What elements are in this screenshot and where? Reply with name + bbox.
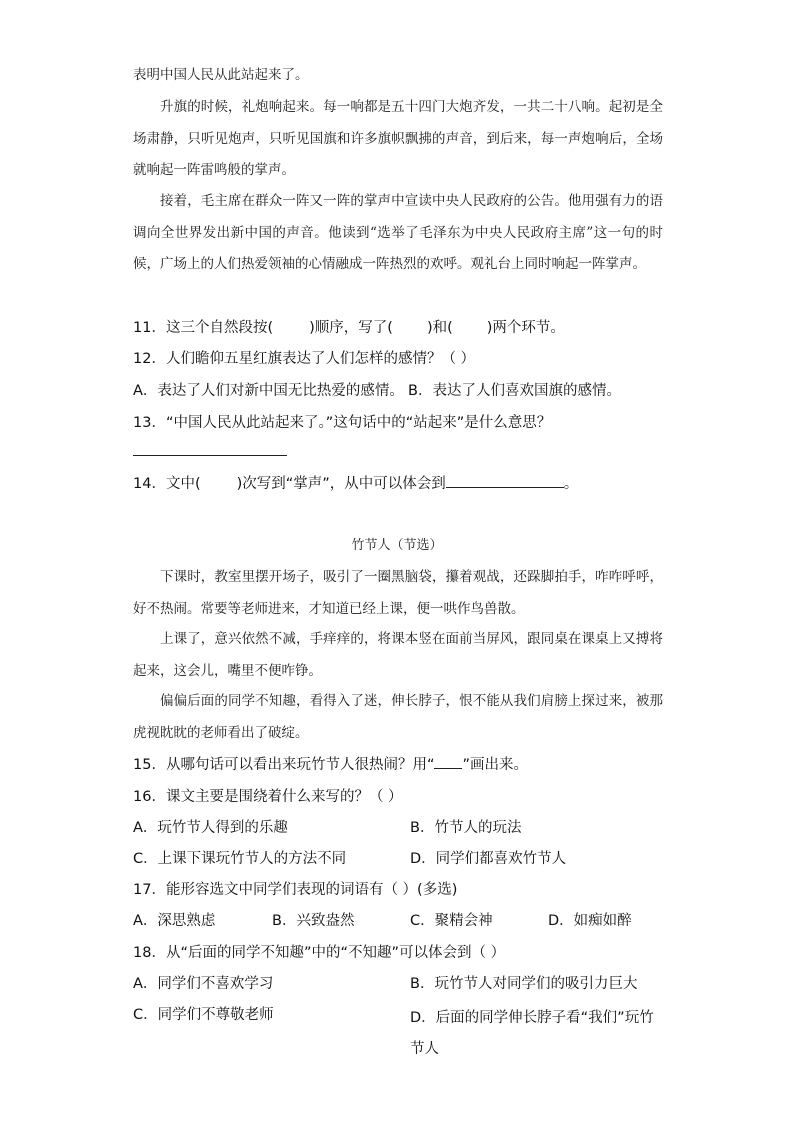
q12-option-b[interactable]: B．表达了人们喜欢国旗的感情。 — [408, 383, 621, 399]
q13-answer-line[interactable] — [133, 455, 287, 456]
q14-blank-2[interactable] — [446, 472, 564, 488]
passage1-para3: 接着，毛主席在群众一阵又一阵的掌声中宣读中央人民政府的公告。他用强有力的语调向全世界发出新中国的声音。他读到“选举了毛泽东为中央人民政府主席”这一句的时候，广场上的人们热爱领袖的心情融成一阵热烈的欢呼。观礼台上同时响起一阵掌声。 — [133, 193, 663, 272]
question-18: 18．从“后面的同学不知趣”中的“不知趣”可以体会到（ ） — [133, 945, 506, 961]
q18-option-d[interactable]: D．后面的同学伸长脖子看“我们”玩竹节人 — [410, 1010, 654, 1057]
q11-text-d: )两个环节。 — [486, 320, 565, 336]
passage2-para2: 上课了，意兴依然不减，手痒痒的，将课本竖在面前当屏风，跟同桌在课桌上又搏将起来，这会儿，嘴里不便咋铮。 — [133, 631, 663, 679]
q18-option-c[interactable]: C．同学们不尊敬老师 — [133, 1007, 274, 1023]
passage2-para3: 偏偏后面的同学不知趣，看得入了迷，伸长脖子，恨不能从我们肩膀上探过来，被那虎视眈眈的老师看出了破绽。 — [133, 693, 663, 741]
q17-option-c[interactable]: C．聚精会神 — [410, 913, 493, 929]
q11-text-b: )顺序，写了( — [309, 320, 393, 336]
question-12: 12．人们瞻仰五星红旗表达了人们怎样的感情？（ ） — [133, 351, 476, 367]
question-14 — [133, 472, 578, 493]
q15-text-b: ”画出来。 — [462, 757, 528, 773]
question-15 — [133, 753, 528, 774]
q17-option-d[interactable]: D．如痴如醉 — [548, 913, 632, 929]
q16-option-a[interactable]: A．玩竹节人得到的乐趣 — [133, 820, 288, 836]
q14-blank-1[interactable] — [201, 473, 237, 488]
q16-option-b[interactable]: B．竹节人的玩法 — [410, 820, 522, 836]
q11-text-a: 11．这三个自然段按( — [133, 320, 274, 336]
q14-text-a: 14．文中( — [133, 476, 201, 492]
q17-option-b[interactable]: B．兴致盎然 — [272, 913, 355, 929]
q17-option-a[interactable]: A．深思熟虑 — [133, 913, 216, 929]
q11-blank-1[interactable] — [273, 317, 309, 332]
q18-option-a[interactable]: A．同学们不喜欢学习 — [133, 976, 274, 992]
passage1-para-end: 表明中国人民从此站起来了。 — [133, 67, 309, 83]
question-13: 13．“中国人民从此站起来了。”这句话中的“站起来”是什么意思？ — [133, 415, 552, 431]
q11-text-c: )和( — [426, 320, 453, 336]
q14-text-c: 。 — [563, 476, 579, 492]
passage2-title: 竹节人（节选） — [351, 538, 443, 553]
q12-option-a[interactable]: A．表达了人们对新中国无比热爱的感情。 — [133, 383, 404, 399]
q16-option-d[interactable]: D．同学们都喜欢竹节人 — [410, 851, 567, 867]
q11-blank-3[interactable] — [453, 317, 487, 332]
passage1-para2: 升旗的时候，礼炮响起来。每一响都是五十四门大炮齐发，一共二十八响。起初是全场肃静，只听见炮声，只听见国旗和许多旗帜飘拂的声音，到后来，每一声炮响后，全场就响起一阵雷鸣般的掌声。 — [133, 99, 663, 178]
q11-blank-2[interactable] — [393, 317, 427, 332]
q18-option-b[interactable]: B．玩竹节人对同学们的吸引力巨大 — [410, 976, 638, 992]
question-17: 17．能形容选文中同学们表现的词语有（ ）(多选) — [133, 882, 458, 898]
question-11 — [133, 316, 565, 337]
q14-text-b: )次写到“掌声”，从中可以体会到 — [236, 476, 446, 492]
passage2-para1: 下课时，教室里摆开场子，吸引了一圈黑脑袋，攥着观战，还跺脚拍手，咋咋呼呼，好不热闹。常要等老师进来，才知道已经上课，便一哄作鸟兽散。 — [133, 569, 663, 617]
question-16: 16．课文主要是围绕着什么来写的？（ ） — [133, 789, 403, 805]
q15-text-a: 15．从哪句话可以看出来玩竹节人很热闹？用“ — [133, 757, 435, 773]
q15-underline-sample — [434, 753, 462, 769]
q16-option-c[interactable]: C．上课下课玩竹节人的方法不同 — [133, 851, 347, 867]
